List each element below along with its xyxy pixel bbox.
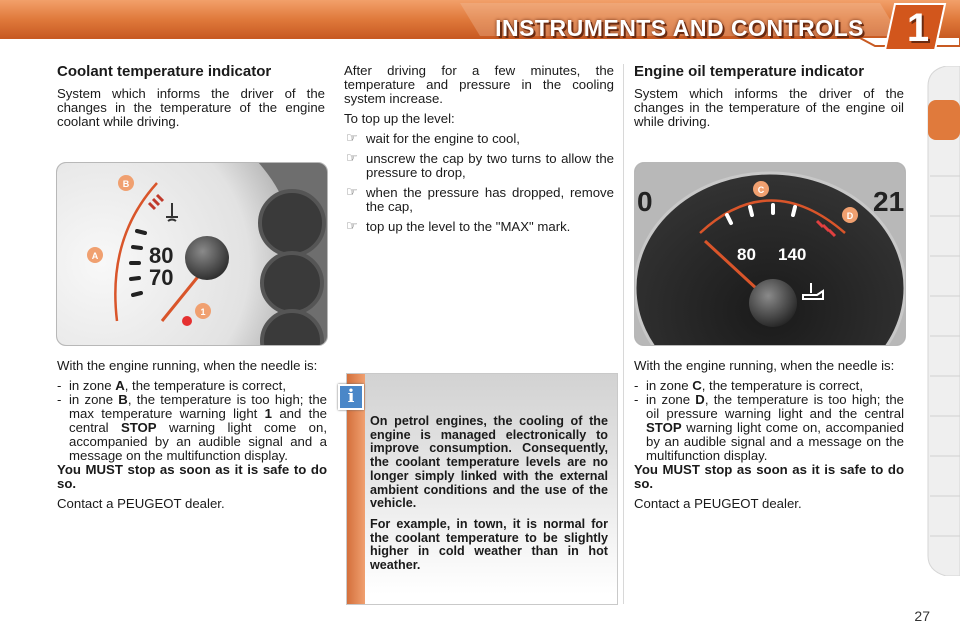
oil-warning: You MUST stop as soon as it is safe to do so. xyxy=(634,462,904,491)
list-item: ☞ wait for the engine to cool, xyxy=(346,130,520,146)
gauge-edge-right: 21 xyxy=(873,186,905,217)
hand-pointer-icon: ☞ xyxy=(346,184,358,199)
zone-b-marker: B xyxy=(122,179,130,189)
chapter-side-tabs xyxy=(926,66,960,576)
info-paragraph-1: On petrol engines, the cooling of the engine is managed electronically to improve consumption. Consequently, the coolant temperature levels are no longer simply linked with the external ambient conditions and the use of the vehicle. xyxy=(370,414,608,511)
zone-d-marker: D xyxy=(846,211,854,221)
list-item: ☞ when the pressure has dropped, remove the cap, xyxy=(346,184,614,214)
oil-intro: System which informs the driver of the changes in the temperature of the engine oil while driving. xyxy=(634,86,904,129)
list-item: - in zone A, the temperature is correct, xyxy=(57,378,286,393)
oil-lead: With the engine running, when the needle is: xyxy=(634,358,895,373)
gauge-tick-140: 140 xyxy=(778,245,807,264)
coolant-needle-section xyxy=(57,359,327,517)
info-box-text xyxy=(370,415,608,580)
coolant-lead: With the engine running, when the needle is: xyxy=(57,358,318,373)
column-divider xyxy=(623,64,624,604)
gauge-tick-80: 80 xyxy=(737,245,756,264)
coolant-section-intro xyxy=(57,64,325,135)
list-item: - in zone D, the temperature is too high; the oil pressure warning light and the central STOP warning light come on, accompanied by an audible signal and a message on the multifunction display. xyxy=(634,392,904,463)
list-item: - in zone C, the temperature is correct, xyxy=(634,378,863,393)
coolant-zone-list xyxy=(57,379,327,463)
list-item: ☞ unscrew the cap by two turns to allow the pressure to drop, xyxy=(346,150,614,180)
oil-gauge-image xyxy=(634,162,906,346)
chapter-header xyxy=(0,0,960,52)
oil-needle-section xyxy=(634,359,904,517)
warning-light-marker: 1 xyxy=(200,307,206,317)
hand-pointer-icon: ☞ xyxy=(346,130,358,145)
coolant-contact: Contact a PEUGEOT dealer. xyxy=(57,496,225,511)
chapter-number: 1 xyxy=(906,6,930,50)
coolant-warning: You MUST stop as soon as it is safe to do so. xyxy=(57,462,327,491)
top-up-lead: To top up the level: xyxy=(344,111,455,126)
info-icon: i xyxy=(338,384,364,410)
page-number: 27 xyxy=(914,608,930,624)
zone-a-marker: A xyxy=(91,251,99,261)
coolant-intro: System which informs the driver of the changes in the temperature of the engine coolant while driving. xyxy=(57,86,325,129)
list-item: ☞ top up the level to the "MAX" mark. xyxy=(346,218,571,234)
list-item: - in zone B, the temperature is too high; the max temperature warning light 1 and the central STOP warning light come on, accompanied by an audible signal and a message on the multifunction display. xyxy=(57,392,327,463)
oil-contact: Contact a PEUGEOT dealer. xyxy=(634,496,802,511)
top-up-steps xyxy=(344,132,614,234)
hand-pointer-icon: ☞ xyxy=(346,150,358,165)
top-up-instructions xyxy=(344,64,614,240)
oil-section-intro xyxy=(634,64,904,135)
active-chapter-tab[interactable] xyxy=(928,100,960,140)
hand-pointer-icon: ☞ xyxy=(346,218,358,233)
coolant-gauge-image xyxy=(56,162,328,346)
coolant-heading: Coolant temperature indicator xyxy=(57,63,272,80)
gauge-tick-80: 80 xyxy=(149,243,174,268)
gauge-edge-left: 0 xyxy=(637,186,653,217)
gauge-tick-70: 70 xyxy=(149,265,174,290)
oil-heading: Engine oil temperature indicator xyxy=(634,63,865,80)
chapter-title: INSTRUMENTS AND CONTROLS xyxy=(495,15,864,41)
zone-c-marker: C xyxy=(757,185,765,195)
cooling-intro: After driving for a few minutes, the temperature and pressure in the cooling system increase. xyxy=(344,63,614,106)
info-paragraph-2: For example, in town, it is normal for the coolant temperature to be slightly higher in cold weather than in hot weather. xyxy=(370,516,608,573)
oil-zone-list xyxy=(634,379,904,463)
